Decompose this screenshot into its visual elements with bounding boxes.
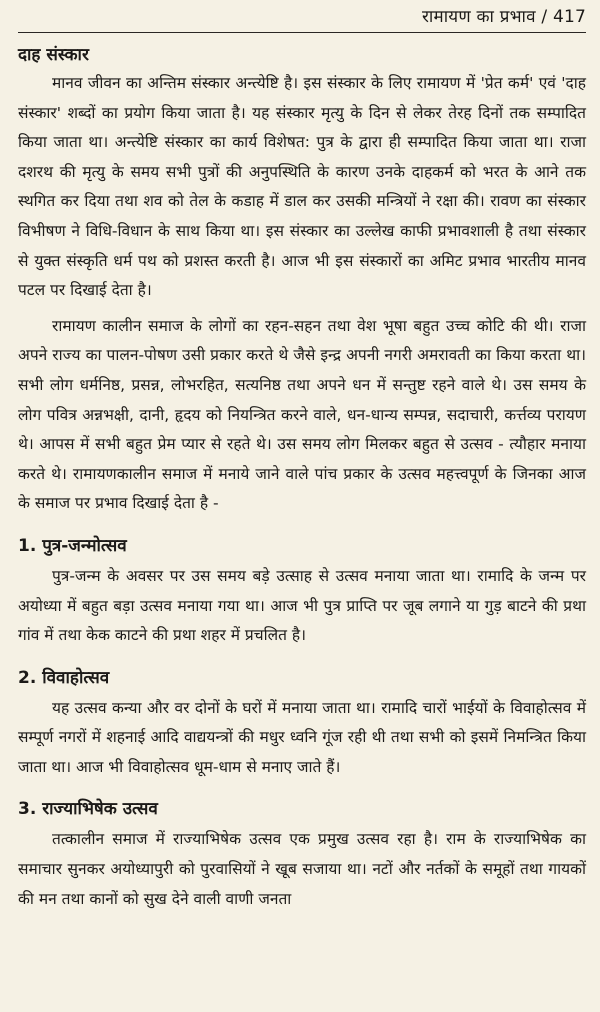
section-heading-daah-sanskar: दाह संस्कार [18,45,89,65]
running-header: रामायण का प्रभाव / 417 [421,7,586,27]
section-heading-rajyabhishek: 3. राज्याभिषेक उत्सव [18,799,158,820]
paragraph-vivahotsav: यह उत्सव कन्या और वर दोनों के घरों में मनाया जाता था। रामादि चारों भाईयों के विवाहोत्सव में सम्पूर्ण नगरों में शहनाई आदि वाद्ययन्त्रों की मधुर ध्वनि गूंज रही थी तथा सभी को इसमें निमन्त्रित किया जाता था। आज भी विवाहोत्सव धूम-धाम से मनाए जाते हैं। [18,698,586,776]
section-heading-putra-janmotsav: 1. पुत्र-जन्मोत्सव [18,535,127,556]
paragraph-putra-janmotsav: पुत्र-जन्म के अवसर पर उस समय बड़े उत्साह से उत्सव मनाया जाता था। रामादि के जन्म पर अयोध्या में बहुत बड़ा उत्सव मनाया गया था। आज भी पुत्र प्राप्ति पर जूब लगाने या गुड़ बाटने की प्रथा गांव में तथा केक काटने की प्रथा शहर में प्रचलित है। [18,566,586,645]
paragraph-daah-sanskar: मानव जीवन का अन्तिम संस्कार अन्त्येष्टि है। इस संस्कार के लिए रामायण में 'प्रेत कर्म' एवं 'दाह संस्कार' शब्दों का प्रयोग किया जाता है। यह संस्कार मृत्यु के दिन से लेकर तेरह दिनों तक सम्पादित किया जाता था। अन्त्येष्टि संस्कार का कार्य विशेषत: पुत्र के द्वारा ही सम्पादित किया जाता था। राजा दशरथ की मृत्यु के समय सभी पुत्रों की अनुपस्थिति के कारण उनके दाहकर्म को भरत के आने तक स्थगित कर दिया तथा शव को तेल के कडाह में डाल कर उसकी मन्त्रियों ने रक्षा की। रावण का संस्कार विभीषण ने विधि-विधान के साथ किया था। इस संस्कार का उल्लेख काफी प्रभावशाली है तथा संस्कार से युक्त संस्कृति धर्म पथ को प्रशस्त करती है। आज भी इस संस्कारों का अमिट प्रभाव भारतीय मानव पटल पर दिखाई देता है। [18,74,586,300]
header-rule [18,32,586,33]
paragraph-ramayan-samaj: रामायण कालीन समाज के लोगों का रहन-सहन तथा वेश भूषा बहुत उच्च कोटि की थी। राजा अपने राज्य का पालन-पोषण उसी प्रकार करते थे जैसे इन्द्र अपनी नगरी अमरावती का किया करता था। सभी लोग धर्मनिष्ठ, प्रसन्न, लोभरहित, सत्यनिष्ठ तथा अपने धन में सन्तुष्ट रहने वाले थे। उस समय के लोग पवित्र अन्नभक्षी, दानी, हृदय को नियन्त्रित करने वाले, धन-धान्य सम्पन्न, सदाचारी, कर्त्तव्य परायण थे। आपस में सभी बहुत प्रेम प्यार से रहते थे। उस समय लोग मिलकर बहुत से उत्सव - त्यौहार मनाया करते थे। रामायणकालीन समाज में मनाये जाने वाले पांच प्रकार के उत्सव महत्त्वपूर्ण के जिनका आज के समाज पर प्रभाव दिखाई देता है - [18,316,586,513]
paragraph-rajyabhishek: तत्कालीन समाज में राज्याभिषेक उत्सव एक प्रमुख उत्सव रहा है। राम के राज्याभिषेक का समाचार सुनकर अयोध्यापुरी को पुरवासियों ने खूब सजाया था। नटों और नर्तकों के समूहों तथा गायकों की मन तथा कानों को सुख देने वाली वाणी जनता [18,830,586,908]
section-heading-vivahotsav: 2. विवाहोत्सव [18,667,110,688]
page-body [18,42,586,914]
